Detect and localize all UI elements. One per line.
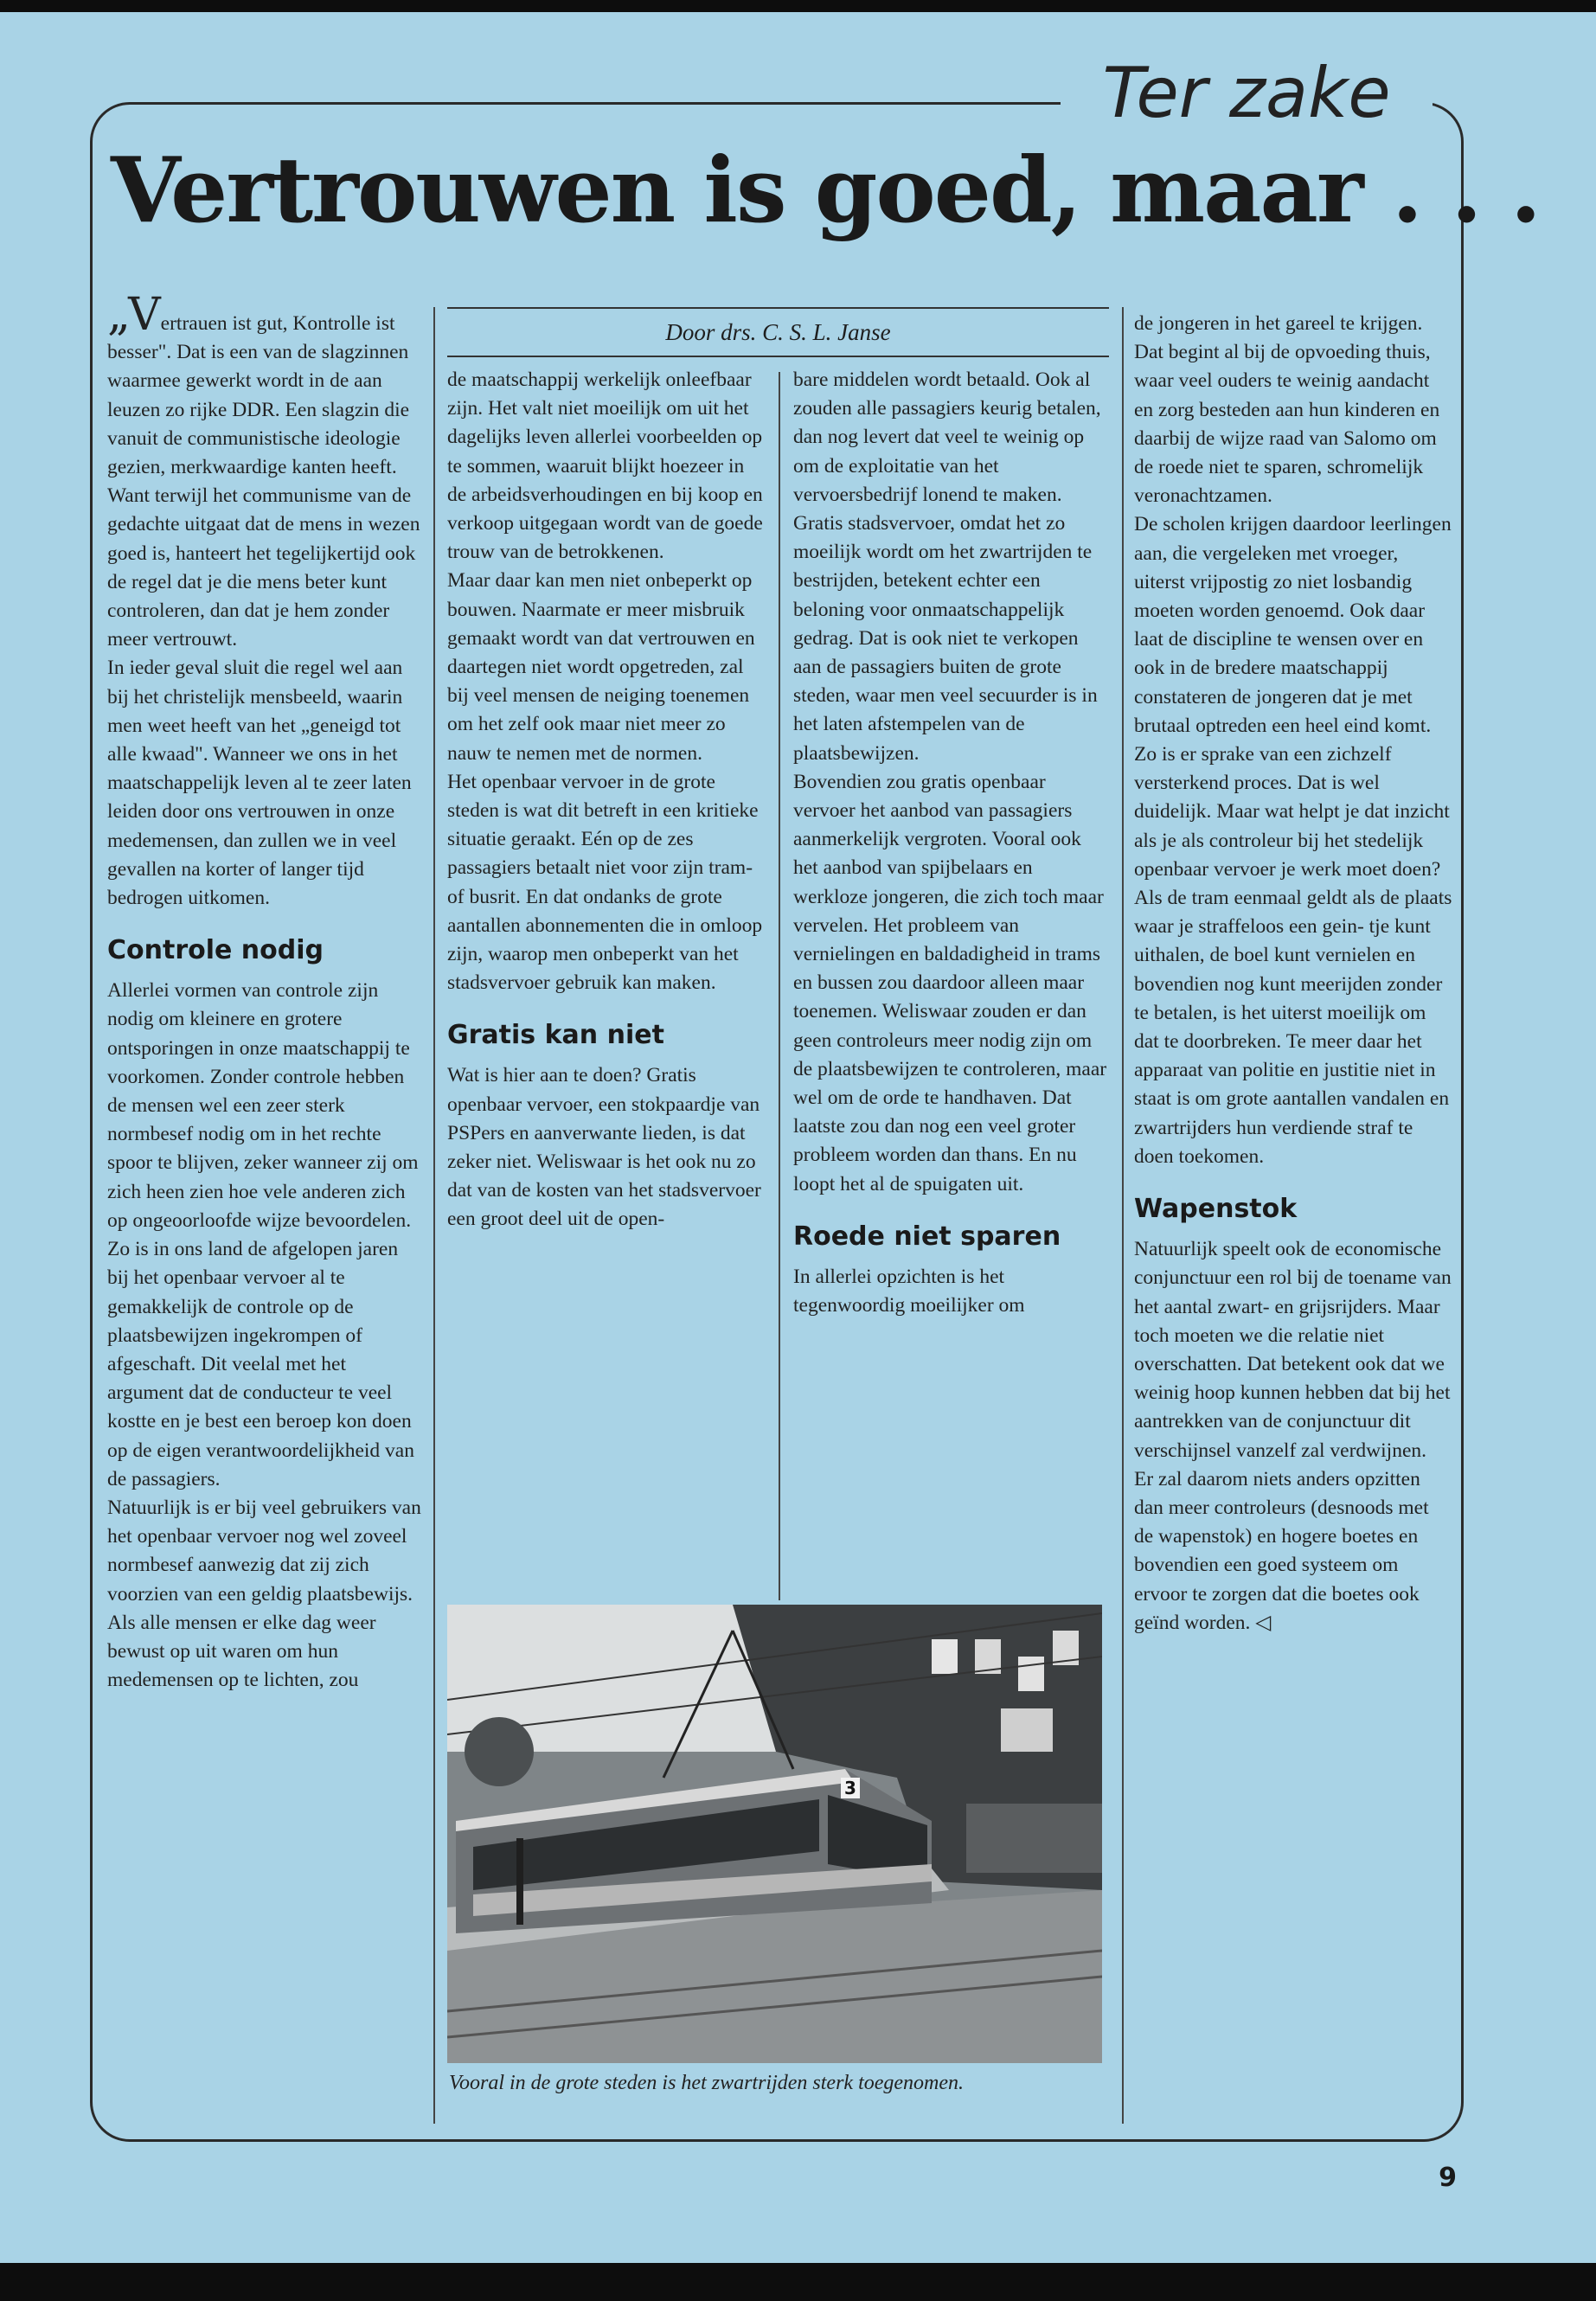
article-column-3 — [793, 366, 1109, 1320]
body-paragraph: Het openbaar vervoer in de grote steden is wat dit betreft in een kritieke situatie geraakt. Eén op de zes passagiers betaalt niet voor zijn tram- of busrit. En dat ondanks de grote aantallen abonnementen die in omloop zijn, waarop men onbeperkt van het stadsvervoer gebruik kan maken. — [447, 770, 763, 995]
section-label: Ter zake — [1061, 54, 1433, 133]
page-number: 9 — [1439, 2163, 1457, 2193]
window — [1018, 1657, 1044, 1691]
body-paragraph: bare middelen wordt betaald. Ook al zouden alle passagiers keurig betalen, dan nog levert dat veel te weinig op om de exploitatie van het vervoersbedrijf lonend te maken. — [793, 369, 1101, 506]
byline-rule-bottom — [447, 356, 1109, 357]
window — [1001, 1708, 1053, 1752]
shopfront — [966, 1804, 1102, 1873]
article-column-4 — [1134, 310, 1452, 1638]
body-paragraph: Wat is hier aan te doen? Gratis openbaar vervoer, een stokpaardje van PSPers en aanverwante lieden, is dat zeker niet. Weliswaar is het ook nu zo dat van de kosten van het stadsvervoer een groot deel uit de open- — [447, 1064, 761, 1231]
body-paragraph: Zo is in ons land de afgelopen jaren bij het openbaar vervoer al te gemakkelijk de controle op de plaatsbewijzen ingekrompen of afgeschaft. Dit veelal met het argument dat de conducteur te veel kostte en je best een beroep kon doen op de eigen verantwoordelijkheid van de passagiers. — [107, 1238, 414, 1490]
intro-paragraph — [107, 289, 423, 654]
window — [932, 1639, 958, 1674]
subheading-controle-nodig: Controle nodig — [107, 935, 324, 966]
body-paragraph: Maar daar kan men niet onbeperkt op bouwen. Naarmate er meer misbruik gemaakt wordt van dat vertrouwen en daartegen niet wordt opgetreden, zal bij veel mensen de neiging toenemen om het zelf ook maar niet meer zo nauw te nemen met de normen. — [447, 569, 755, 765]
bottom-edge-bar — [0, 2263, 1596, 2301]
photo-caption: Vooral in de grote steden is het zwartrijden sterk toegenomen. — [449, 2072, 965, 2094]
subheading-wapenstok: Wapenstok — [1134, 1194, 1298, 1225]
article-column-2 — [447, 366, 763, 1234]
body-paragraph: De scholen krijgen daardoor leerlingen aan, die vergeleken met vroeger, uiterst vrijpostig zo niet losbandig moeten worden genoemd. Ook daar laat de discipline te wensen over en ook in de bredere maatschappij constateren de jongeren dat je met brutaal optreden een heel eind komt. — [1134, 513, 1452, 737]
body-paragraph: Natuurlijk speelt ook de economische conjunctuur een rol bij de toename van het aantal zwart- en grijsrijders. Maar toch moeten we die relatie niet overschatten. Dat betekent ook dat we weinig hoop kunnen hebben dat bij het aantrekken van de conjunctuur dit verschijnsel vanzelf zal verdwijnen. — [1134, 1238, 1452, 1462]
article-headline: Vertrouwen is goed, maar . . . — [111, 137, 1540, 243]
body-paragraph: Natuurlijk is er bij veel gebruikers van het openbaar vervoer nog wel zoveel normbesef aanwezig dat zij zich voorzien van een geldig plaatsbewijs. Als alle mensen er elke dag weer bewust op uit waren om hun medemensen op te lichten, zou — [107, 1496, 421, 1692]
body-paragraph: Zo is er sprake van een zichzelf versterkend proces. Dat is wel duidelijk. Maar wat helpt je dat inzicht als je als controleur bij het stedelijk openbaar vervoer je werk moet doen? Als de tram eenmaal geldt als de plaats waar je straffeloos een gein- tje kunt uithalen, de boel kunt vernielen en bovendien nog kunt meerijden zonder te betalen, is het uiterst moeilijk om dat te doorbreken. Te meer daar het apparaat van politie en justitie niet in staat is om grote aantallen vandalen en zwartrijders hun verdiende straf te doen toekomen. — [1134, 743, 1452, 1168]
byline-block — [447, 307, 1109, 357]
top-edge-bar — [0, 0, 1596, 12]
column-divider — [1122, 307, 1124, 2124]
subheading-roede-niet-sparen: Roede niet sparen — [793, 1221, 1061, 1252]
body-paragraph: Gratis stadsvervoer, omdat het zo moeilijk wordt om het zwartrijden te bestrijden, betekent echter een beloning voor onmaatschappelijk gedrag. Dat is ook niet te verkopen aan de passagiers buiten de grote steden, waar men veel secuurder is in het laten afstempelen van de plaatsbewijzen. — [793, 512, 1098, 765]
body-paragraph: de jongeren in het gareel te krijgen. Dat begint al bij de opvoeding thuis, waar veel ouders te weinig aandacht en zorg besteden aan hun kinderen en daarbij de wijze raad van Salomo om de roede niet te sparen, schromelijk veronachtzamen. — [1134, 312, 1440, 508]
drop-cap: „V — [107, 289, 161, 341]
body-paragraph: de maatschappij werkelijk onleefbaar zijn. Het valt niet moeilijk om uit het dagelijks leven allerlei voorbeelden op te sommen, waaruit blijkt hoezeer in de arbeidsverhoudingen en bij koop en verkoop uitgegaan wordt van de goede trouw van de betrokkenen. — [447, 369, 763, 564]
tram-photo — [447, 1605, 1102, 2063]
intro-text: ertrauen ist gut, Kontrolle ist besser". Dat is een van de slagzinnen waarmee gewerkt wordt in de aan leuzen zo rijke DDR. Een slagzin die vanuit de communistische ideologie gezien, merkwaardige kanten heeft. Want terwijl het communisme van de gedachte uitgaat dat de mens in wezen goed is, hanteert het tegelijkertijd ook de regel dat je die mens beter kunt controleren, dan dat je hem zonder meer vertrouwt. — [107, 312, 420, 651]
body-paragraph: Er zal daarom niets anders opzitten dan meer controleurs (desnoods met de wapenstok) en hogere boetes en bovendien een goed systeem om ervoor te zorgen dat die boetes ook geïnd worden. ◁ — [1134, 1467, 1429, 1634]
subheading-gratis-kan-niet: Gratis kan niet — [447, 1020, 664, 1051]
body-paragraph: In ieder geval sluit die regel wel aan bij het christelijk mensbeeld, waarin men weet heeft van het „geneigd tot alle kwaad". Wanneer we ons in het maatschappelijk leven al te zeer laten leiden door ons vertrouwen in onze medemensen, dan zullen we in veel gevallen na korter of langer tijd bedrogen uitkomen. — [107, 657, 412, 910]
body-paragraph: In allerlei opzichten is het tegenwoordig moeilijker om — [793, 1265, 1025, 1317]
tree — [465, 1717, 534, 1786]
body-paragraph: Allerlei vormen van controle zijn nodig om kleinere en grotere ontsporingen in onze maatschappij te voorkomen. Zonder controle hebben de mensen wel een zeer sterk normbesef nodig om in het rechte spoor te blijven, zeker wanneer zij om zich heen zien hoe vele anderen zich op ongeoorloofde wijze bevoordelen. — [107, 979, 419, 1232]
column-divider — [433, 307, 435, 2124]
article-column-1 — [107, 289, 423, 1695]
byline: Door drs. C. S. L. Janse — [665, 319, 891, 345]
body-paragraph: Bovendien zou gratis openbaar vervoer het aanbod van passagiers aanmerkelijk vergroten. Vooral ook het aanbod van spijbelaars en werkloze jongeren, die zich toch maar vervelen. Het probleem van vernielingen en baldadigheid in trams en bussen zou daardoor alleen maar toenemen. Weliswaar zouden er dan geen controleurs meer nodig zijn om de plaatsbewijzen te controleren, maar wel om de orde te handhaven. Dat laatste zou dan nog een veel groter probleem worden dan thans. En nu loopt het al de spuigaten uit. — [793, 770, 1107, 1195]
tram-route-number: 3 — [844, 1778, 856, 1798]
pole — [516, 1838, 523, 1925]
column-divider — [779, 372, 780, 1600]
